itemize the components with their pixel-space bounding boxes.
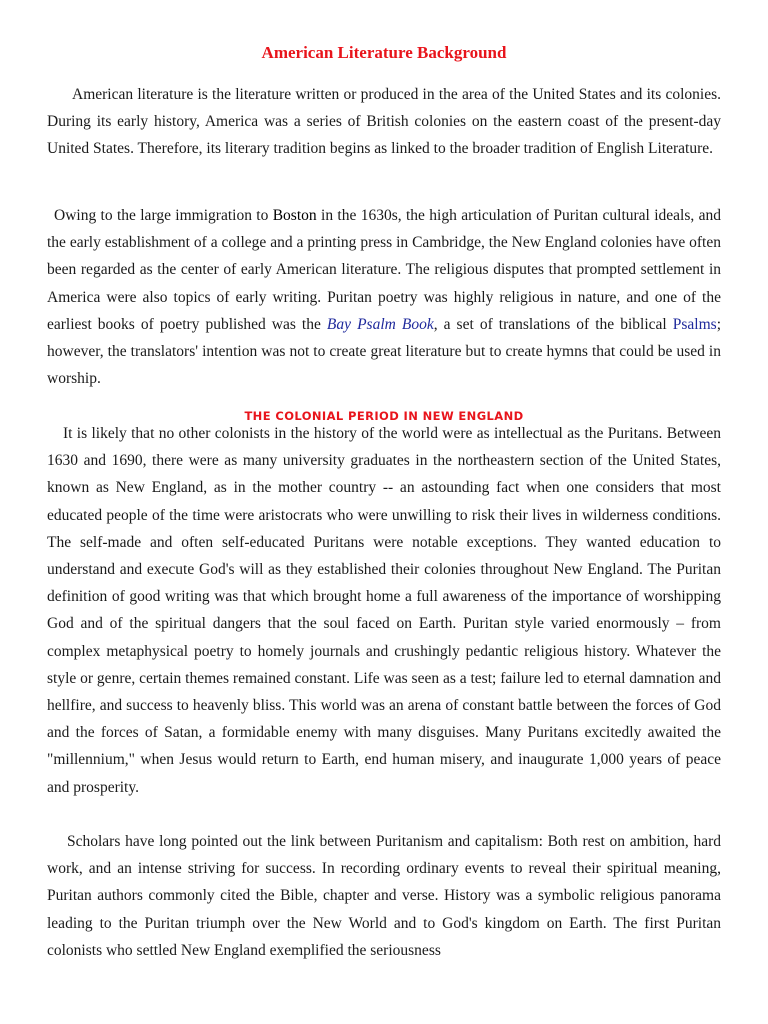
paragraph-capitalism: Scholars have long pointed out the link between Puritanism and capitalism: Both rest on ambition, hard work, and an intense striving for success. In recording ordinary events to reveal their spiritual meaning, Puritan authors commonly cited the Bible, chapter and verse. History was a symbolic religious panorama leading to the Puritan triumph over the New World and to God's kingdom on Earth. The first Puritan colonists who settled New England exemplified the seriousness	[47, 833, 721, 959]
paragraph-boston-text-2: in the 1630s, the high articulation of Puritan cultural ideals, and the early establishment of a college and a printing press in Cambridge, the New England colonies have often been regarded as the center of early American literature. The religious disputes that prompted settlement in America were also topics of early writing. Puritan poetry was highly religious in nature, and one of the earliest books of poetry published was the	[47, 207, 721, 333]
section-heading-colonial-period: THE COLONIAL PERIOD IN NEW ENGLAND	[244, 409, 524, 423]
document-title: American Literature Background	[261, 43, 507, 62]
paragraph-boston-text-4: ; however, the translators' intention was not to create great literature but to create hymns that could be used in worship.	[47, 315, 721, 388]
boston-link[interactable]: Boston	[272, 207, 317, 224]
paragraph-puritans: It is likely that no other colonists in the history of the world were as intellectual as the Puritans. Between 1630 and 1690, there were as many university graduates in the northeastern section of the United States, known as New England, as in the mother country -- an astounding fact when one considers that most educated people of the time were aristocrats who were unwilling to risk their lives in wilderness conditions. The self-made and often self-educated Puritans were notable exceptions. They wanted education to understand and execute God's will as they established their colonies throughout New England. The Puritan definition of good writing was that which brought home a full awareness of the importance of worshipping God and of the spiritual dangers that the soul faced on Earth. Puritan style varied enormously – from complex metaphysical poetry to homely journals and crushingly pedantic religious history. Whatever the style or genre, certain themes remained constant. Life was seen as a test; failure led to eternal damnation and hellfire, and success to heavenly bliss. This world was an arena of constant battle between the forces of God and the forces of Satan, a formidable enemy with many disguises. Many Puritans excitedly awaited the "millennium," when Jesus would return to Earth, end human misery, and inaugurate 1,000 years of peace and prosperity.	[47, 425, 721, 796]
paragraph-intro: American literature is the literature written or produced in the area of the United States and its colonies. During its early history, America was a series of British colonies on the eastern coast of the present-day United States. Therefore, its literary tradition begins as linked to the broader tradition of English Literature.	[47, 86, 721, 158]
paragraph-boston	[47, 202, 721, 392]
paragraph-boston-text-1: Owing to the large immigration to	[54, 207, 273, 224]
psalms-link[interactable]: Psalms	[672, 315, 717, 333]
paragraph-boston-text-3: , a set of translations of the biblical	[433, 315, 673, 333]
bay-psalm-book-link[interactable]: Bay Psalm Book	[326, 315, 434, 333]
